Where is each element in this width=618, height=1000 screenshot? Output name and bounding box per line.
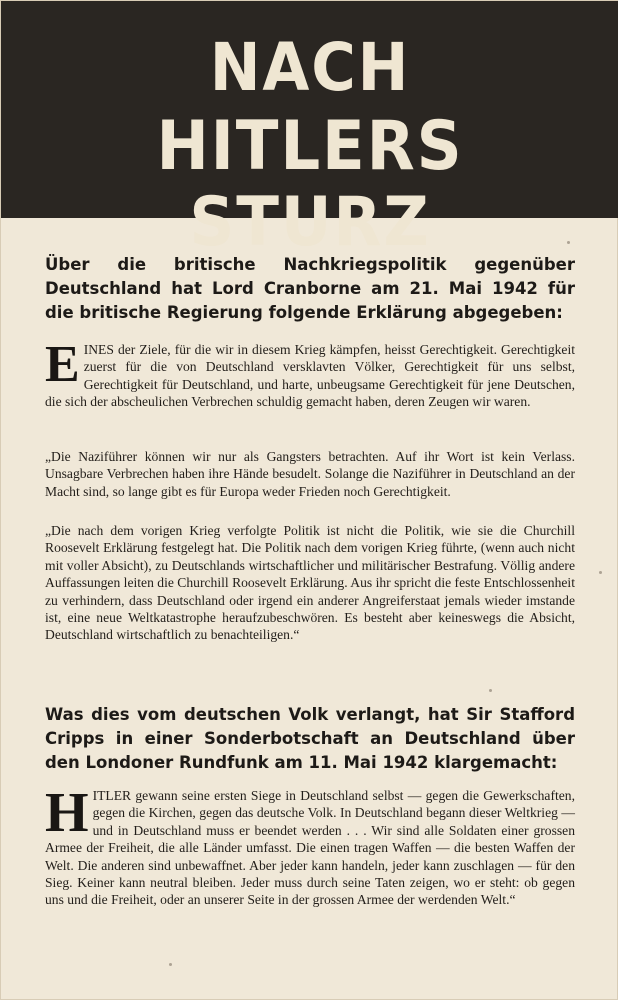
paper-speck	[567, 241, 570, 244]
section2-paragraph	[45, 782, 575, 909]
section2-heading: Was dies vom deutschen Volk verlangt, hat Sir Stafford Cripps in einer Sonderbotschaft an Deutschland über den Londoner Rundfunk am 11. Mai 1942 klargemacht:	[45, 705, 575, 772]
para4-text: gewann seine ersten Siege in Deutschland selbst — gegen die Gewerkschaften, gegen die Kirchen, gegen das deutsche Volk. In Deutschland begann dieser Weltkrieg — und in Deutschland muss er beendet werden . . . Wir sind alle Soldaten einer grossen Armee der Freiheit, die alle Länder umfasst. Die einen tragen Waffen — die besten Waffen der Welt. Die anderen sind unbewaffnet. Aber jeder kann handeln, jeder kann zuschlagen — für den Sieg. Keiner kann neutral bleiben. Jeder muss durch seine Taten zeigen, wo er steht: ob gegen uns und die Freiheit, oder an unserer Seite in der grossen Armee der werdenden Welt.“	[45, 788, 575, 908]
paper-speck	[599, 571, 602, 574]
title-line-2: HITLERS STURZ	[156, 107, 464, 262]
paper-speck	[169, 963, 172, 966]
section1-paragraph-1	[45, 336, 575, 411]
section1-heading: Über die britische Nachkriegspolitik gegenüber Deutschland hat Lord Cranborne am 21. Mai 1942 für die britische Regierung folgende Erklärung abgegeben:	[45, 255, 575, 322]
paper-speck	[489, 689, 492, 692]
section1-paragraph-2: „Die Naziführer können wir nur als Gangsters betrachten. Auf ihr Wort ist kein Verlass. Unsagbare Verbrechen haben ihre Hände besudelt. Solange die Naziführer in Deutschland an der Macht sind, so lange gibt es für Europa weder Frieden noch Gerechtigkeit.	[45, 449, 575, 499]
para1-text: der Ziele, für die wir in diesem Krieg kämpfen, heisst Gerechtigkeit. Gerechtigkeit zuerst für die von Deutschland versklavten Völker, Gerechtigkeit für uns selbst, Gerechtigkeit für Deutschland, und harte, unbeugsame Gerechtigkeit für jene Deutschen, die sich der abscheulichen Verbrechen schuldig gemacht haben, deren Zeugen wir waren.	[45, 342, 575, 410]
section1-paragraph-3: „Die nach dem vorigen Krieg verfolgte Politik ist nicht die Politik, wie sie die Churchill Roosevelt Erklärung festgelegt hat. Die Politik nach dem vorigen Krieg führte, (wenn auch nicht mit voller Absicht), zu Deutschlands wirtschaftlicher und militärischer Bestrafung. Völlig andere Auffassungen leiten die Churchill Roosevelt Erklärung. Aus ihr spricht die feste Entschlossenheit zu verhindern, dass Deutschland oder irgend ein anderer Angreiferstaat jemals wieder imstande ist, eine neue Weltkatastrophe heraufzubeschwören. Es besteht aber keineswegs die Absicht, Deutschland wirtschaftlich zu benachteiligen.“	[45, 523, 575, 643]
dropcap-e: E	[45, 336, 80, 393]
para4-lead-word: ITLER	[92, 788, 132, 803]
title-banner	[1, 1, 618, 262]
dropcap-h: H	[45, 782, 89, 844]
title-line-1: NACH	[209, 29, 411, 106]
para1-lead-word: INES	[83, 342, 114, 357]
